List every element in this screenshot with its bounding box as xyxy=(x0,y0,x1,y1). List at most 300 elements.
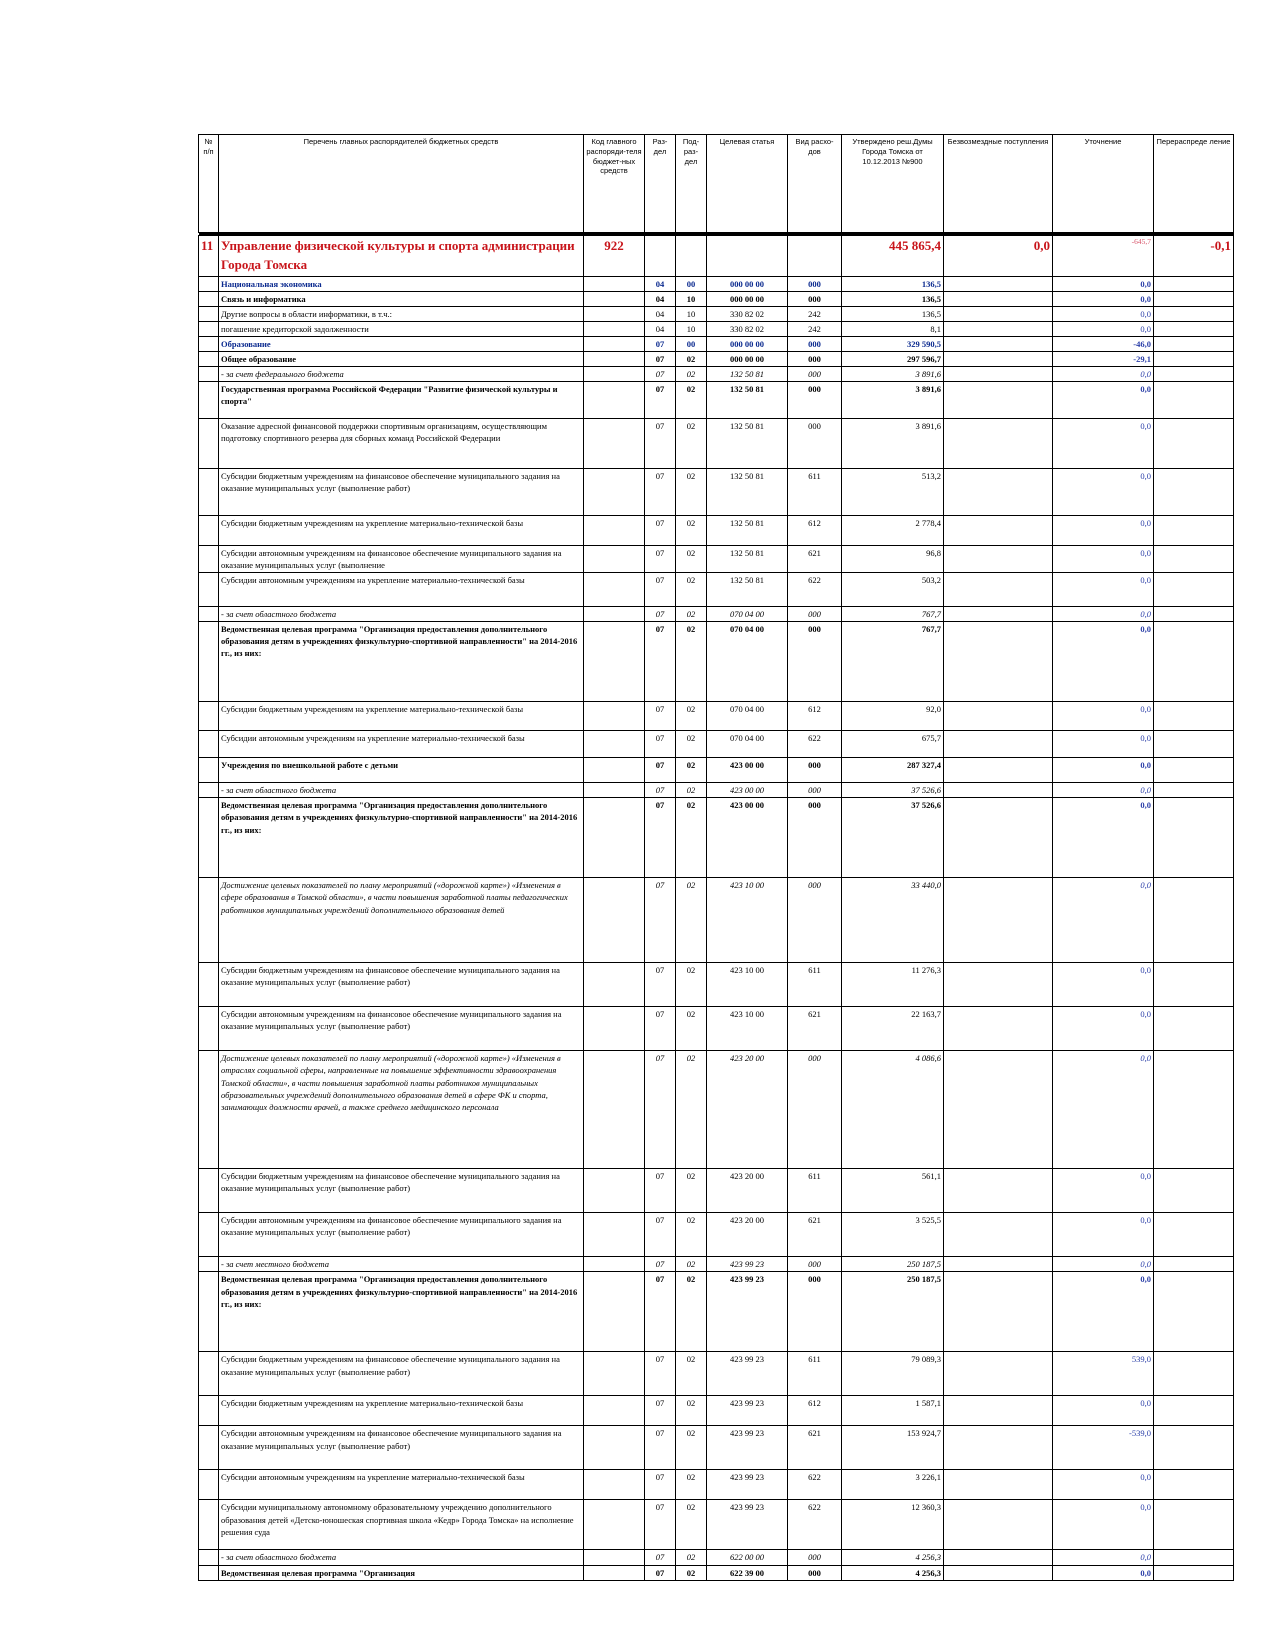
row-redistribution xyxy=(1154,1272,1234,1352)
row-name: Общее образование xyxy=(219,352,584,367)
row-code xyxy=(584,1396,645,1426)
row-section: 07 xyxy=(645,1169,676,1213)
row-approved: 37 526,6 xyxy=(842,798,944,878)
row-section: 07 xyxy=(645,702,676,731)
row-target-article: 423 20 00 xyxy=(707,1169,788,1213)
row-code xyxy=(584,622,645,702)
row-approved: 136,5 xyxy=(842,276,944,291)
row-name: Оказание адресной финансовой поддержки спортивным организациям, осуществляющим подготовку спортивного резерва для сборных команд Российской Федерации xyxy=(219,419,584,469)
table-row xyxy=(199,573,1234,607)
row-clarification: 0,0 xyxy=(1053,1169,1154,1213)
row-approved: 250 187,5 xyxy=(842,1257,944,1272)
row-clarification: 0,0 xyxy=(1053,607,1154,622)
row-name: Связь и информатика xyxy=(219,291,584,306)
header-name: Перечень главных распорядителей бюджетных средств xyxy=(219,135,584,233)
row-target-article: 423 00 00 xyxy=(707,798,788,878)
row-approved: 767,7 xyxy=(842,607,944,622)
row-expense-type: 611 xyxy=(788,1352,842,1396)
table-row xyxy=(199,291,1234,306)
row-gratuitous xyxy=(944,1257,1053,1272)
row-num xyxy=(199,573,219,607)
top-name: Управление физической культуры и спорта администрации Города Томска xyxy=(219,236,584,277)
row-name: Другие вопросы в области информатики, в т.ч.: xyxy=(219,306,584,321)
row-clarification: -29,1 xyxy=(1053,352,1154,367)
row-section: 07 xyxy=(645,419,676,469)
table-row xyxy=(199,878,1234,963)
row-redistribution xyxy=(1154,1426,1234,1470)
row-approved: 4 256,3 xyxy=(842,1565,944,1580)
row-subsection: 02 xyxy=(676,783,707,798)
row-code xyxy=(584,783,645,798)
row-redistribution xyxy=(1154,291,1234,306)
header-code: Код главного распоряди-теля бюджет-ных средств xyxy=(584,135,645,233)
row-expense-type: 000 xyxy=(788,419,842,469)
row-target-article: 330 82 02 xyxy=(707,306,788,321)
row-gratuitous xyxy=(944,1272,1053,1352)
table-row xyxy=(199,321,1234,336)
row-subsection: 02 xyxy=(676,1007,707,1051)
row-gratuitous xyxy=(944,758,1053,783)
row-target-article: 070 04 00 xyxy=(707,607,788,622)
row-section: 07 xyxy=(645,963,676,1007)
row-gratuitous xyxy=(944,731,1053,758)
row-clarification: 0,0 xyxy=(1053,798,1154,878)
row-code xyxy=(584,573,645,607)
row-redistribution xyxy=(1154,1352,1234,1396)
row-subsection: 10 xyxy=(676,291,707,306)
row-approved: 1 587,1 xyxy=(842,1396,944,1426)
row-clarification: 0,0 xyxy=(1053,783,1154,798)
row-gratuitous xyxy=(944,546,1053,573)
table-row xyxy=(199,702,1234,731)
row-redistribution xyxy=(1154,1500,1234,1550)
row-subsection: 02 xyxy=(676,1213,707,1257)
row-section: 07 xyxy=(645,1257,676,1272)
row-clarification: 0,0 xyxy=(1053,1565,1154,1580)
table-row xyxy=(199,758,1234,783)
row-num xyxy=(199,783,219,798)
row-name: Субсидии автономным учреждениям на финансовое обеспечение муниципального задания на оказание муниципальных услуг (выполнение xyxy=(219,546,584,573)
row-clarification: 0,0 xyxy=(1053,546,1154,573)
row-section: 07 xyxy=(645,783,676,798)
table-row xyxy=(199,1500,1234,1550)
row-gratuitous xyxy=(944,878,1053,963)
row-redistribution xyxy=(1154,1169,1234,1213)
row-approved: 153 924,7 xyxy=(842,1426,944,1470)
row-section: 07 xyxy=(645,1213,676,1257)
row-subsection: 02 xyxy=(676,546,707,573)
row-name: Субсидии автономным учреждениям на финансовое обеспечение муниципального задания на оказание муниципальных услуг (выполнение работ) xyxy=(219,1213,584,1257)
row-code xyxy=(584,306,645,321)
row-target-article: 622 39 00 xyxy=(707,1565,788,1580)
row-redistribution xyxy=(1154,516,1234,546)
table-row xyxy=(199,1213,1234,1257)
row-code xyxy=(584,321,645,336)
row-subsection: 02 xyxy=(676,607,707,622)
row-clarification: 0,0 xyxy=(1053,731,1154,758)
table-row xyxy=(199,1169,1234,1213)
row-code xyxy=(584,1470,645,1500)
row-redistribution xyxy=(1154,352,1234,367)
row-redistribution xyxy=(1154,1470,1234,1500)
row-target-article: 423 99 23 xyxy=(707,1396,788,1426)
row-name: - за счет федерального бюджета xyxy=(219,367,584,382)
row-num xyxy=(199,367,219,382)
row-name: Субсидии бюджетным учреждениям на финансовое обеспечение муниципального задания на оказание муниципальных услуг (выполнение работ) xyxy=(219,1352,584,1396)
row-approved: 503,2 xyxy=(842,573,944,607)
row-approved: 79 089,3 xyxy=(842,1352,944,1396)
table-row xyxy=(199,306,1234,321)
row-name: - за счет областного бюджета xyxy=(219,1550,584,1565)
row-name: Субсидии муниципальному автономному образовательному учреждению дополнительного образования детей «Детско-юношеская спортивная школа «Кедр» Города Томска» на исполнение решения суда xyxy=(219,1500,584,1550)
row-section: 07 xyxy=(645,352,676,367)
row-gratuitous xyxy=(944,419,1053,469)
row-name: Учреждения по внешкольной работе с детьми xyxy=(219,758,584,783)
row-target-article: 070 04 00 xyxy=(707,622,788,702)
row-name: Субсидии автономным учреждениям на финансовое обеспечение муниципального задания на оказание муниципальных услуг (выполнение работ) xyxy=(219,1426,584,1470)
row-approved: 513,2 xyxy=(842,469,944,516)
header-gratuitous: Безвозмездные поступления xyxy=(944,135,1053,233)
row-name: Образование xyxy=(219,336,584,351)
row-approved: 250 187,5 xyxy=(842,1272,944,1352)
row-name: Ведомственная целевая программа "Организация предоставления дополнительного образования детям в учреждениях физкультурно-спортивной направленности" на 2014-2016 гг., из них: xyxy=(219,622,584,702)
row-num xyxy=(199,1500,219,1550)
row-redistribution xyxy=(1154,798,1234,878)
row-code xyxy=(584,798,645,878)
row-section: 07 xyxy=(645,798,676,878)
row-clarification: 0,0 xyxy=(1053,367,1154,382)
row-section: 07 xyxy=(645,1550,676,1565)
table-row xyxy=(199,1257,1234,1272)
row-expense-type: 000 xyxy=(788,276,842,291)
row-redistribution xyxy=(1154,1213,1234,1257)
row-gratuitous xyxy=(944,622,1053,702)
row-target-article: 132 50 81 xyxy=(707,419,788,469)
row-expense-type: 621 xyxy=(788,1007,842,1051)
row-num xyxy=(199,1257,219,1272)
row-target-article: 622 00 00 xyxy=(707,1550,788,1565)
row-subsection: 02 xyxy=(676,469,707,516)
row-clarification: 0,0 xyxy=(1053,469,1154,516)
row-gratuitous xyxy=(944,607,1053,622)
header-num: № п/п xyxy=(199,135,219,233)
row-expense-type: 612 xyxy=(788,1396,842,1426)
row-clarification: -539,0 xyxy=(1053,1426,1154,1470)
row-target-article: 132 50 81 xyxy=(707,573,788,607)
row-gratuitous xyxy=(944,276,1053,291)
budget-table xyxy=(198,134,1234,1581)
row-section: 07 xyxy=(645,1500,676,1550)
row-redistribution xyxy=(1154,783,1234,798)
row-approved: 22 163,7 xyxy=(842,1007,944,1051)
row-expense-type: 621 xyxy=(788,1426,842,1470)
row-target-article: 000 00 00 xyxy=(707,336,788,351)
row-subsection: 02 xyxy=(676,367,707,382)
row-approved: 3 226,1 xyxy=(842,1470,944,1500)
row-approved: 96,8 xyxy=(842,546,944,573)
row-section: 04 xyxy=(645,291,676,306)
table-row xyxy=(199,546,1234,573)
row-target-article: 132 50 81 xyxy=(707,367,788,382)
row-redistribution xyxy=(1154,321,1234,336)
row-section: 04 xyxy=(645,321,676,336)
row-subsection: 02 xyxy=(676,1565,707,1580)
row-section: 07 xyxy=(645,1470,676,1500)
row-section: 07 xyxy=(645,1051,676,1169)
row-gratuitous xyxy=(944,1565,1053,1580)
row-section: 07 xyxy=(645,878,676,963)
row-gratuitous xyxy=(944,1396,1053,1426)
row-section: 07 xyxy=(645,336,676,351)
row-subsection: 10 xyxy=(676,321,707,336)
row-redistribution xyxy=(1154,1550,1234,1565)
row-section: 04 xyxy=(645,306,676,321)
row-target-article: 423 99 23 xyxy=(707,1352,788,1396)
row-gratuitous xyxy=(944,321,1053,336)
top-redistribution: -0,1 xyxy=(1154,236,1234,277)
row-num xyxy=(199,963,219,1007)
row-name: Субсидии бюджетным учреждениям на укрепление материально-технической базы xyxy=(219,516,584,546)
row-expense-type: 000 xyxy=(788,878,842,963)
row-approved: 33 440,0 xyxy=(842,878,944,963)
row-expense-type: 621 xyxy=(788,546,842,573)
row-code xyxy=(584,1213,645,1257)
row-num xyxy=(199,878,219,963)
row-clarification: 0,0 xyxy=(1053,702,1154,731)
row-approved: 4 086,6 xyxy=(842,1051,944,1169)
row-subsection: 02 xyxy=(676,419,707,469)
row-clarification: 0,0 xyxy=(1053,321,1154,336)
header-target-article: Целевая статья xyxy=(707,135,788,233)
row-num xyxy=(199,1470,219,1500)
row-approved: 37 526,6 xyxy=(842,783,944,798)
row-clarification: 0,0 xyxy=(1053,306,1154,321)
row-target-article: 423 00 00 xyxy=(707,783,788,798)
row-target-article: 423 00 00 xyxy=(707,758,788,783)
row-section: 07 xyxy=(645,382,676,419)
row-expense-type: 622 xyxy=(788,1500,842,1550)
row-num xyxy=(199,1565,219,1580)
table-row xyxy=(199,419,1234,469)
row-gratuitous xyxy=(944,783,1053,798)
row-target-article: 132 50 81 xyxy=(707,469,788,516)
row-gratuitous xyxy=(944,798,1053,878)
row-approved: 3 891,6 xyxy=(842,382,944,419)
row-expense-type: 000 xyxy=(788,607,842,622)
row-target-article: 132 50 81 xyxy=(707,382,788,419)
header-clarification: Уточнение xyxy=(1053,135,1154,233)
row-num xyxy=(199,758,219,783)
row-num xyxy=(199,321,219,336)
row-redistribution xyxy=(1154,1007,1234,1051)
table-row xyxy=(199,1352,1234,1396)
table-row xyxy=(199,367,1234,382)
header-subsection: Под-раз-дел xyxy=(676,135,707,233)
row-section: 07 xyxy=(645,469,676,516)
table-row xyxy=(199,731,1234,758)
row-num xyxy=(199,291,219,306)
row-redistribution xyxy=(1154,878,1234,963)
row-subsection: 02 xyxy=(676,1396,707,1426)
row-code xyxy=(584,1272,645,1352)
row-code xyxy=(584,1007,645,1051)
row-subsection: 02 xyxy=(676,1470,707,1500)
row-subsection: 02 xyxy=(676,1257,707,1272)
row-clarification: 0,0 xyxy=(1053,622,1154,702)
row-redistribution xyxy=(1154,1565,1234,1580)
row-expense-type: 000 xyxy=(788,783,842,798)
row-subsection: 02 xyxy=(676,798,707,878)
row-expense-type: 000 xyxy=(788,382,842,419)
row-code xyxy=(584,963,645,1007)
row-expense-type: 000 xyxy=(788,291,842,306)
row-code xyxy=(584,382,645,419)
top-approved: 445 865,4 xyxy=(842,236,944,277)
table-row xyxy=(199,1007,1234,1051)
row-approved: 11 276,3 xyxy=(842,963,944,1007)
row-code xyxy=(584,758,645,783)
row-approved: 329 590,5 xyxy=(842,336,944,351)
row-target-article: 070 04 00 xyxy=(707,731,788,758)
row-section: 07 xyxy=(645,622,676,702)
row-target-article: 423 99 23 xyxy=(707,1272,788,1352)
row-gratuitous xyxy=(944,963,1053,1007)
row-clarification: 0,0 xyxy=(1053,1396,1154,1426)
table-row xyxy=(199,1550,1234,1565)
row-approved: 136,5 xyxy=(842,291,944,306)
row-clarification: 0,0 xyxy=(1053,1500,1154,1550)
row-redistribution xyxy=(1154,306,1234,321)
row-clarification: 0,0 xyxy=(1053,291,1154,306)
row-gratuitous xyxy=(944,291,1053,306)
row-gratuitous xyxy=(944,1426,1053,1470)
top-clarification: -645,7 xyxy=(1053,236,1154,277)
row-gratuitous xyxy=(944,1352,1053,1396)
row-clarification: 0,0 xyxy=(1053,878,1154,963)
row-approved: 136,5 xyxy=(842,306,944,321)
row-redistribution xyxy=(1154,607,1234,622)
row-section: 07 xyxy=(645,367,676,382)
top-gratuitous: 0,0 xyxy=(944,236,1053,277)
row-expense-type: 000 xyxy=(788,1550,842,1565)
row-clarification: 0,0 xyxy=(1053,1051,1154,1169)
row-redistribution xyxy=(1154,276,1234,291)
row-expense-type: 242 xyxy=(788,306,842,321)
row-target-article: 070 04 00 xyxy=(707,702,788,731)
budget-sheet xyxy=(198,134,1234,1581)
row-expense-type: 622 xyxy=(788,573,842,607)
row-subsection: 02 xyxy=(676,622,707,702)
row-gratuitous xyxy=(944,516,1053,546)
row-clarification: 0,0 xyxy=(1053,1213,1154,1257)
row-redistribution xyxy=(1154,963,1234,1007)
row-approved: 561,1 xyxy=(842,1169,944,1213)
row-gratuitous xyxy=(944,367,1053,382)
row-gratuitous xyxy=(944,1550,1053,1565)
row-subsection: 02 xyxy=(676,963,707,1007)
row-target-article: 423 99 23 xyxy=(707,1470,788,1500)
row-name: Государственная программа Российской Федерации "Развитие физической культуры и спорта" xyxy=(219,382,584,419)
row-num xyxy=(199,622,219,702)
header-section: Раз-дел xyxy=(645,135,676,233)
row-approved: 2 778,4 xyxy=(842,516,944,546)
row-section: 07 xyxy=(645,1426,676,1470)
row-section: 07 xyxy=(645,1352,676,1396)
row-expense-type: 612 xyxy=(788,516,842,546)
row-approved: 4 256,3 xyxy=(842,1550,944,1565)
row-name: Достижение целевых показателей по плану мероприятий («дорожной карте») «Изменения в сфере образования в Томской области», в части повышения заработной платы педагогических работников муниципальных учреждений дополнительного образования детей xyxy=(219,878,584,963)
row-name: Ведомственная целевая программа "Организация предоставления дополнительного образования детям в учреждениях физкультурно-спортивной направленности" на 2014-2016 гг., из них: xyxy=(219,798,584,878)
row-name: погашение кредиторской задолженности xyxy=(219,321,584,336)
row-expense-type: 242 xyxy=(788,321,842,336)
header-row xyxy=(199,135,1234,233)
row-redistribution xyxy=(1154,1257,1234,1272)
table-row xyxy=(199,1565,1234,1580)
row-name: Субсидии бюджетным учреждениям на укрепление материально-технической базы xyxy=(219,1396,584,1426)
row-code xyxy=(584,731,645,758)
row-redistribution xyxy=(1154,1396,1234,1426)
row-target-article: 000 00 00 xyxy=(707,276,788,291)
row-num xyxy=(199,276,219,291)
header-redistribution: Перераспреде ление xyxy=(1154,135,1234,233)
row-section: 07 xyxy=(645,516,676,546)
row-code xyxy=(584,276,645,291)
row-gratuitous xyxy=(944,306,1053,321)
row-name: Субсидии бюджетным учреждениям на финансовое обеспечение муниципального задания на оказание муниципальных услуг (выполнение работ) xyxy=(219,469,584,516)
row-num xyxy=(199,1272,219,1352)
row-expense-type: 611 xyxy=(788,963,842,1007)
table-row xyxy=(199,1272,1234,1352)
row-num xyxy=(199,1213,219,1257)
row-gratuitous xyxy=(944,1470,1053,1500)
row-expense-type: 622 xyxy=(788,731,842,758)
row-section: 07 xyxy=(645,546,676,573)
row-section: 04 xyxy=(645,276,676,291)
row-gratuitous xyxy=(944,702,1053,731)
table-row xyxy=(199,1396,1234,1426)
row-subsection: 02 xyxy=(676,702,707,731)
row-num xyxy=(199,1426,219,1470)
row-approved: 297 596,7 xyxy=(842,352,944,367)
row-name: - за счет областного бюджета xyxy=(219,607,584,622)
row-subsection: 00 xyxy=(676,336,707,351)
table-row xyxy=(199,469,1234,516)
row-code xyxy=(584,546,645,573)
row-num xyxy=(199,419,219,469)
row-gratuitous xyxy=(944,1500,1053,1550)
row-num xyxy=(199,382,219,419)
top-row xyxy=(199,236,1234,277)
row-gratuitous xyxy=(944,1169,1053,1213)
row-code xyxy=(584,516,645,546)
table-row xyxy=(199,783,1234,798)
row-target-article: 423 99 23 xyxy=(707,1257,788,1272)
table-row xyxy=(199,1426,1234,1470)
header-approved: Утверждено реш.Думы Города Томска от 10.12.2013 №900 xyxy=(842,135,944,233)
row-subsection: 02 xyxy=(676,731,707,758)
row-num xyxy=(199,1550,219,1565)
row-code xyxy=(584,1169,645,1213)
row-expense-type: 612 xyxy=(788,702,842,731)
row-gratuitous xyxy=(944,336,1053,351)
table-row xyxy=(199,798,1234,878)
row-expense-type: 000 xyxy=(788,1272,842,1352)
row-redistribution xyxy=(1154,419,1234,469)
row-code xyxy=(584,1352,645,1396)
row-code xyxy=(584,419,645,469)
row-subsection: 02 xyxy=(676,758,707,783)
row-redistribution xyxy=(1154,573,1234,607)
